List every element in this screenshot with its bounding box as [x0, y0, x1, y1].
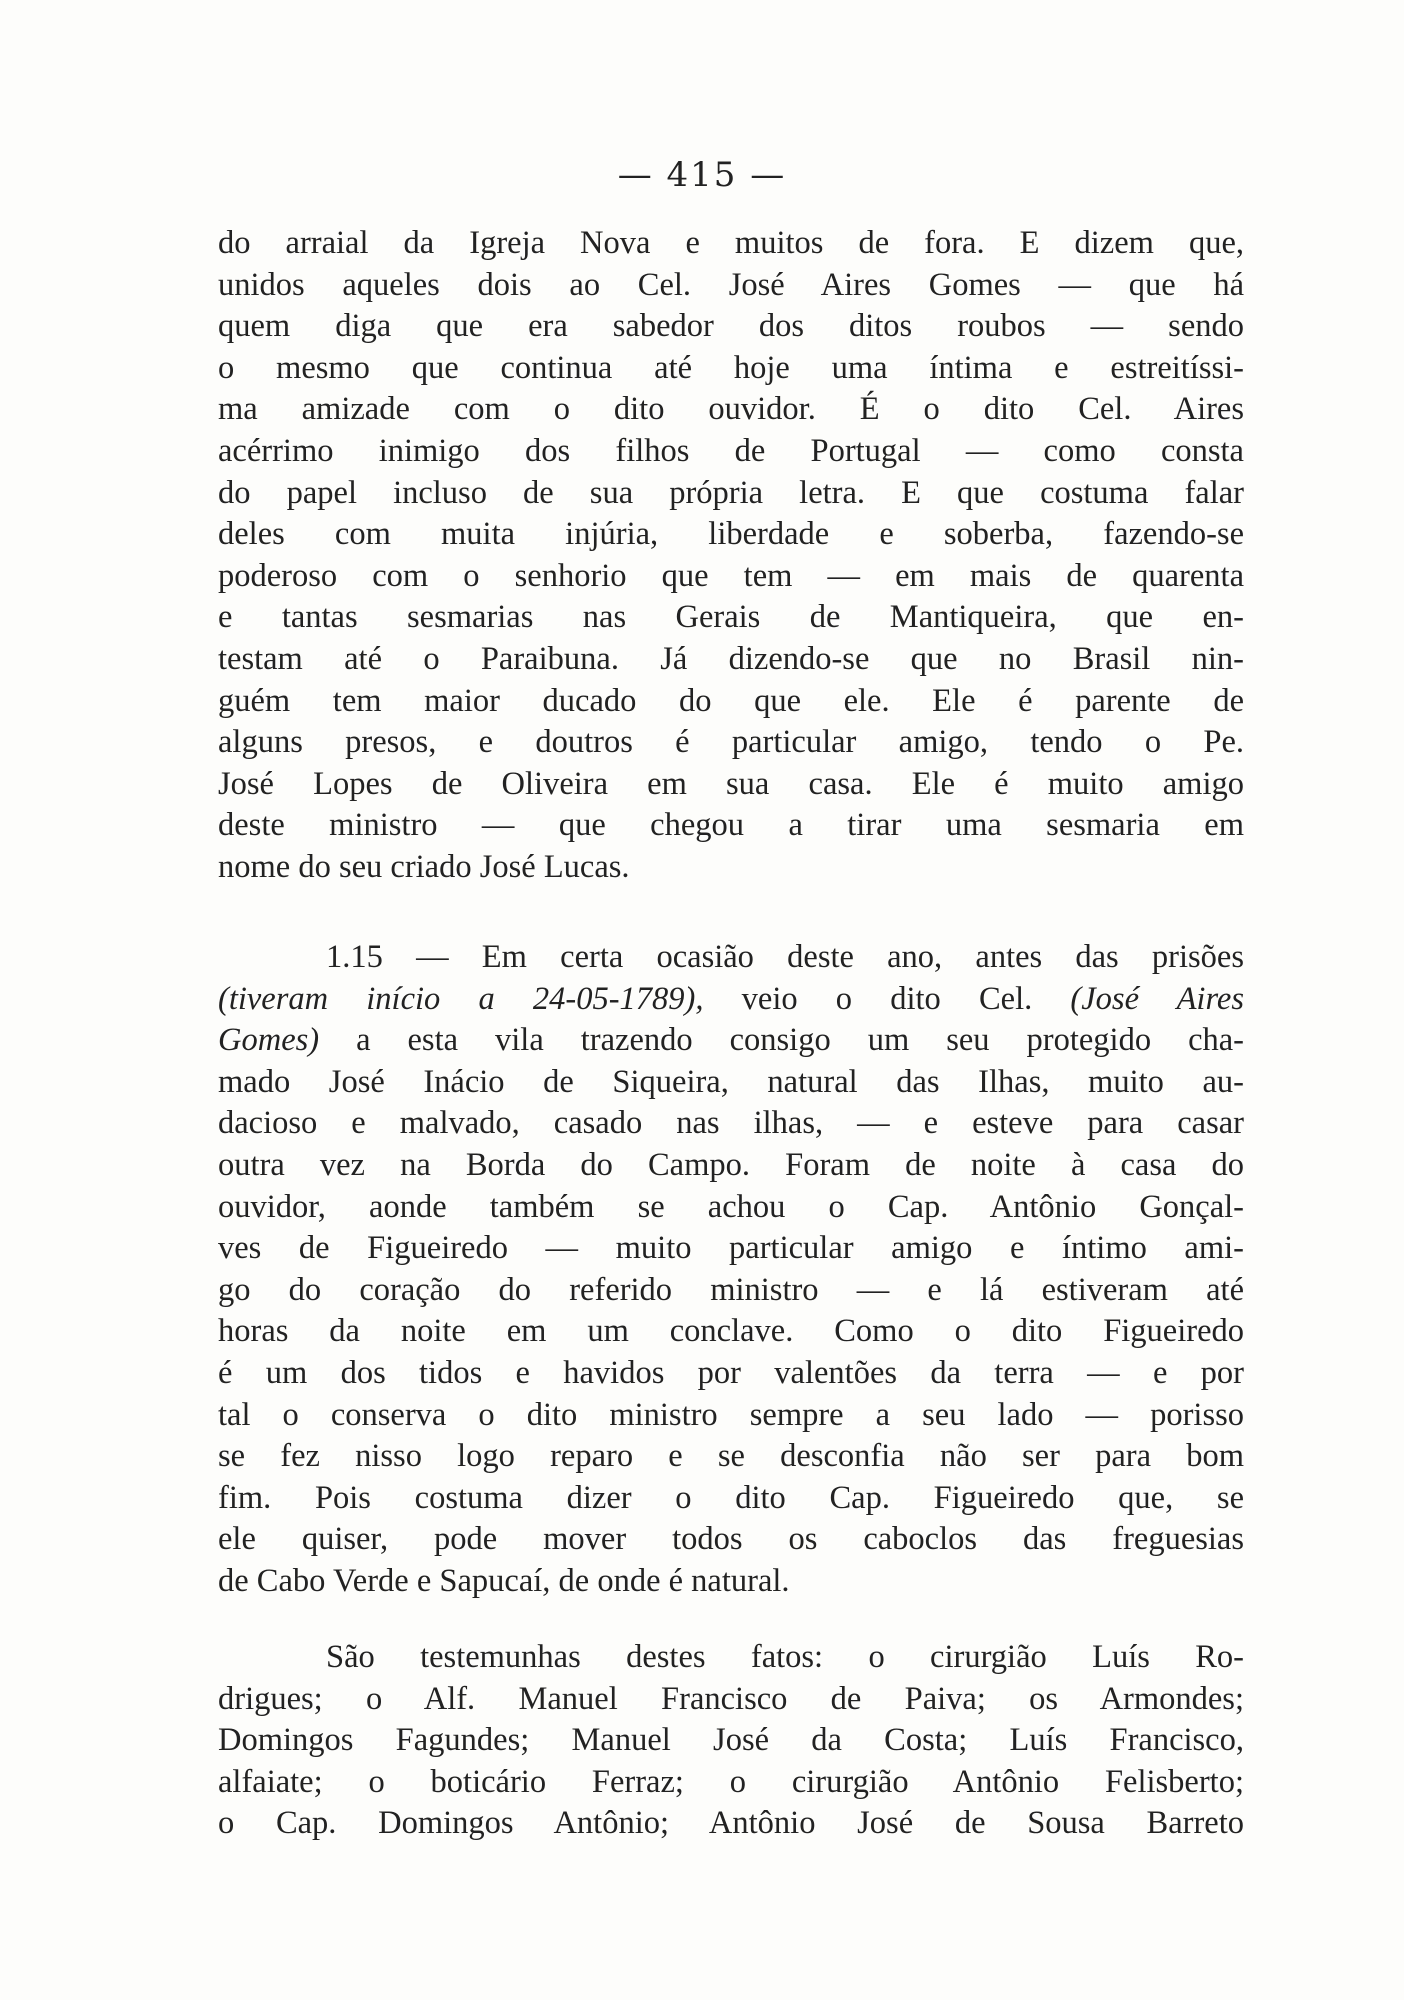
text-line: guém tem maior ducado do que ele. Ele é parente de: [218, 682, 1244, 719]
text-line: ouvidor, aonde também se achou o Cap. Antônio Gonçal-: [218, 1188, 1244, 1225]
text-line: dacioso e malvado, casado nas ilhas, — e esteve para casar: [218, 1105, 1244, 1142]
text-line: unidos aqueles dois ao Cel. José Aires Gomes — que há: [218, 266, 1244, 303]
text-line: São testemunhas destes fatos: o cirurgião Luís Ro-: [326, 1639, 1244, 1675]
text-fragment: veio o dito Cel.: [703, 980, 1071, 1017]
text-line: o Cap. Domingos Antônio; Antônio José de Sousa Barreto: [218, 1805, 1244, 1842]
text-line: e tantas sesmarias nas Gerais de Mantiqueira, que en-: [218, 599, 1244, 636]
text-line: deste ministro — que chegou a tirar uma sesmaria em: [218, 807, 1244, 844]
page-number: — 415 —: [617, 155, 787, 195]
text-line-mixed: [218, 979, 1244, 1021]
text-line: do papel incluso de sua própria letra. E que costuma falar: [218, 474, 1244, 511]
text-line: de Cabo Verde e Sapucaí, de onde é natural.: [218, 1562, 790, 1599]
italic-name-note: (José Aires: [1070, 980, 1244, 1017]
text-line: outra vez na Borda do Campo. Foram de noite à casa do: [218, 1146, 1244, 1183]
text-fragment: a esta vila trazendo consigo um seu protegido cha-: [319, 1022, 1244, 1059]
text-line: se fez nisso logo reparo e se desconfia não ser para bom: [218, 1438, 1244, 1475]
text-line: acérrimo inimigo dos filhos de Portugal — como consta: [218, 432, 1244, 469]
text-line: é um dos tidos e havidos por valentões da terra — e por: [218, 1354, 1244, 1391]
paragraph-2: [218, 937, 1244, 1603]
text-line: ma amizade com o dito ouvidor. É o dito Cel. Aires: [218, 391, 1244, 428]
text-line: Domingos Fagundes; Manuel José da Costa; Luís Francisco,: [218, 1722, 1244, 1759]
text-line: drigues; o Alf. Manuel Francisco de Paiva; os Armondes;: [218, 1680, 1244, 1717]
text-line: 1.15 — Em certa ocasião deste ano, antes das prisões: [326, 939, 1244, 975]
paragraph-3: [218, 1637, 1244, 1845]
italic-date-note: (tiveram início a 24-05-1789),: [218, 980, 704, 1017]
text-line: alguns presos, e doutros é particular amigo, tendo o Pe.: [218, 724, 1244, 761]
text-line: mado José Inácio de Siqueira, natural das Ilhas, muito au-: [218, 1063, 1244, 1100]
text-line: go do coração do referido ministro — e lá estiveram até: [218, 1271, 1244, 1308]
text-line: nome do seu criado José Lucas.: [218, 848, 630, 885]
text-line: o mesmo que continua até hoje uma íntima e estreitíssi-: [218, 349, 1244, 386]
paragraph-1: [218, 223, 1244, 889]
text-line: alfaiate; o boticário Ferraz; o cirurgião Antônio Felisberto;: [218, 1763, 1244, 1800]
text-line: deles com muita injúria, liberdade e soberba, fazendo-se: [218, 516, 1244, 553]
italic-name-note-end: Gomes): [218, 1022, 320, 1059]
text-line: tal o conserva o dito ministro sempre a seu lado — porisso: [218, 1396, 1244, 1433]
text-line: fim. Pois costuma dizer o dito Cap. Figueiredo que, se: [218, 1479, 1244, 1516]
text-line: horas da noite em um conclave. Como o dito Figueiredo: [218, 1313, 1244, 1350]
text-line: José Lopes de Oliveira em sua casa. Ele é muito amigo: [218, 765, 1244, 802]
text-line: poderoso com o senhorio que tem — em mais de quarenta: [218, 557, 1244, 594]
text-line: quem diga que era sabedor dos ditos roubos — sendo: [218, 308, 1244, 345]
text-line-mixed: [218, 1020, 1244, 1062]
text-line: ele quiser, pode mover todos os caboclos das freguesias: [218, 1521, 1244, 1558]
text-line: testam até o Paraibuna. Já dizendo-se que no Brasil nin-: [218, 640, 1244, 677]
text-line: do arraial da Igreja Nova e muitos de fora. E dizem que,: [218, 225, 1244, 261]
text-line: ves de Figueiredo — muito particular amigo e íntimo ami-: [218, 1230, 1244, 1267]
